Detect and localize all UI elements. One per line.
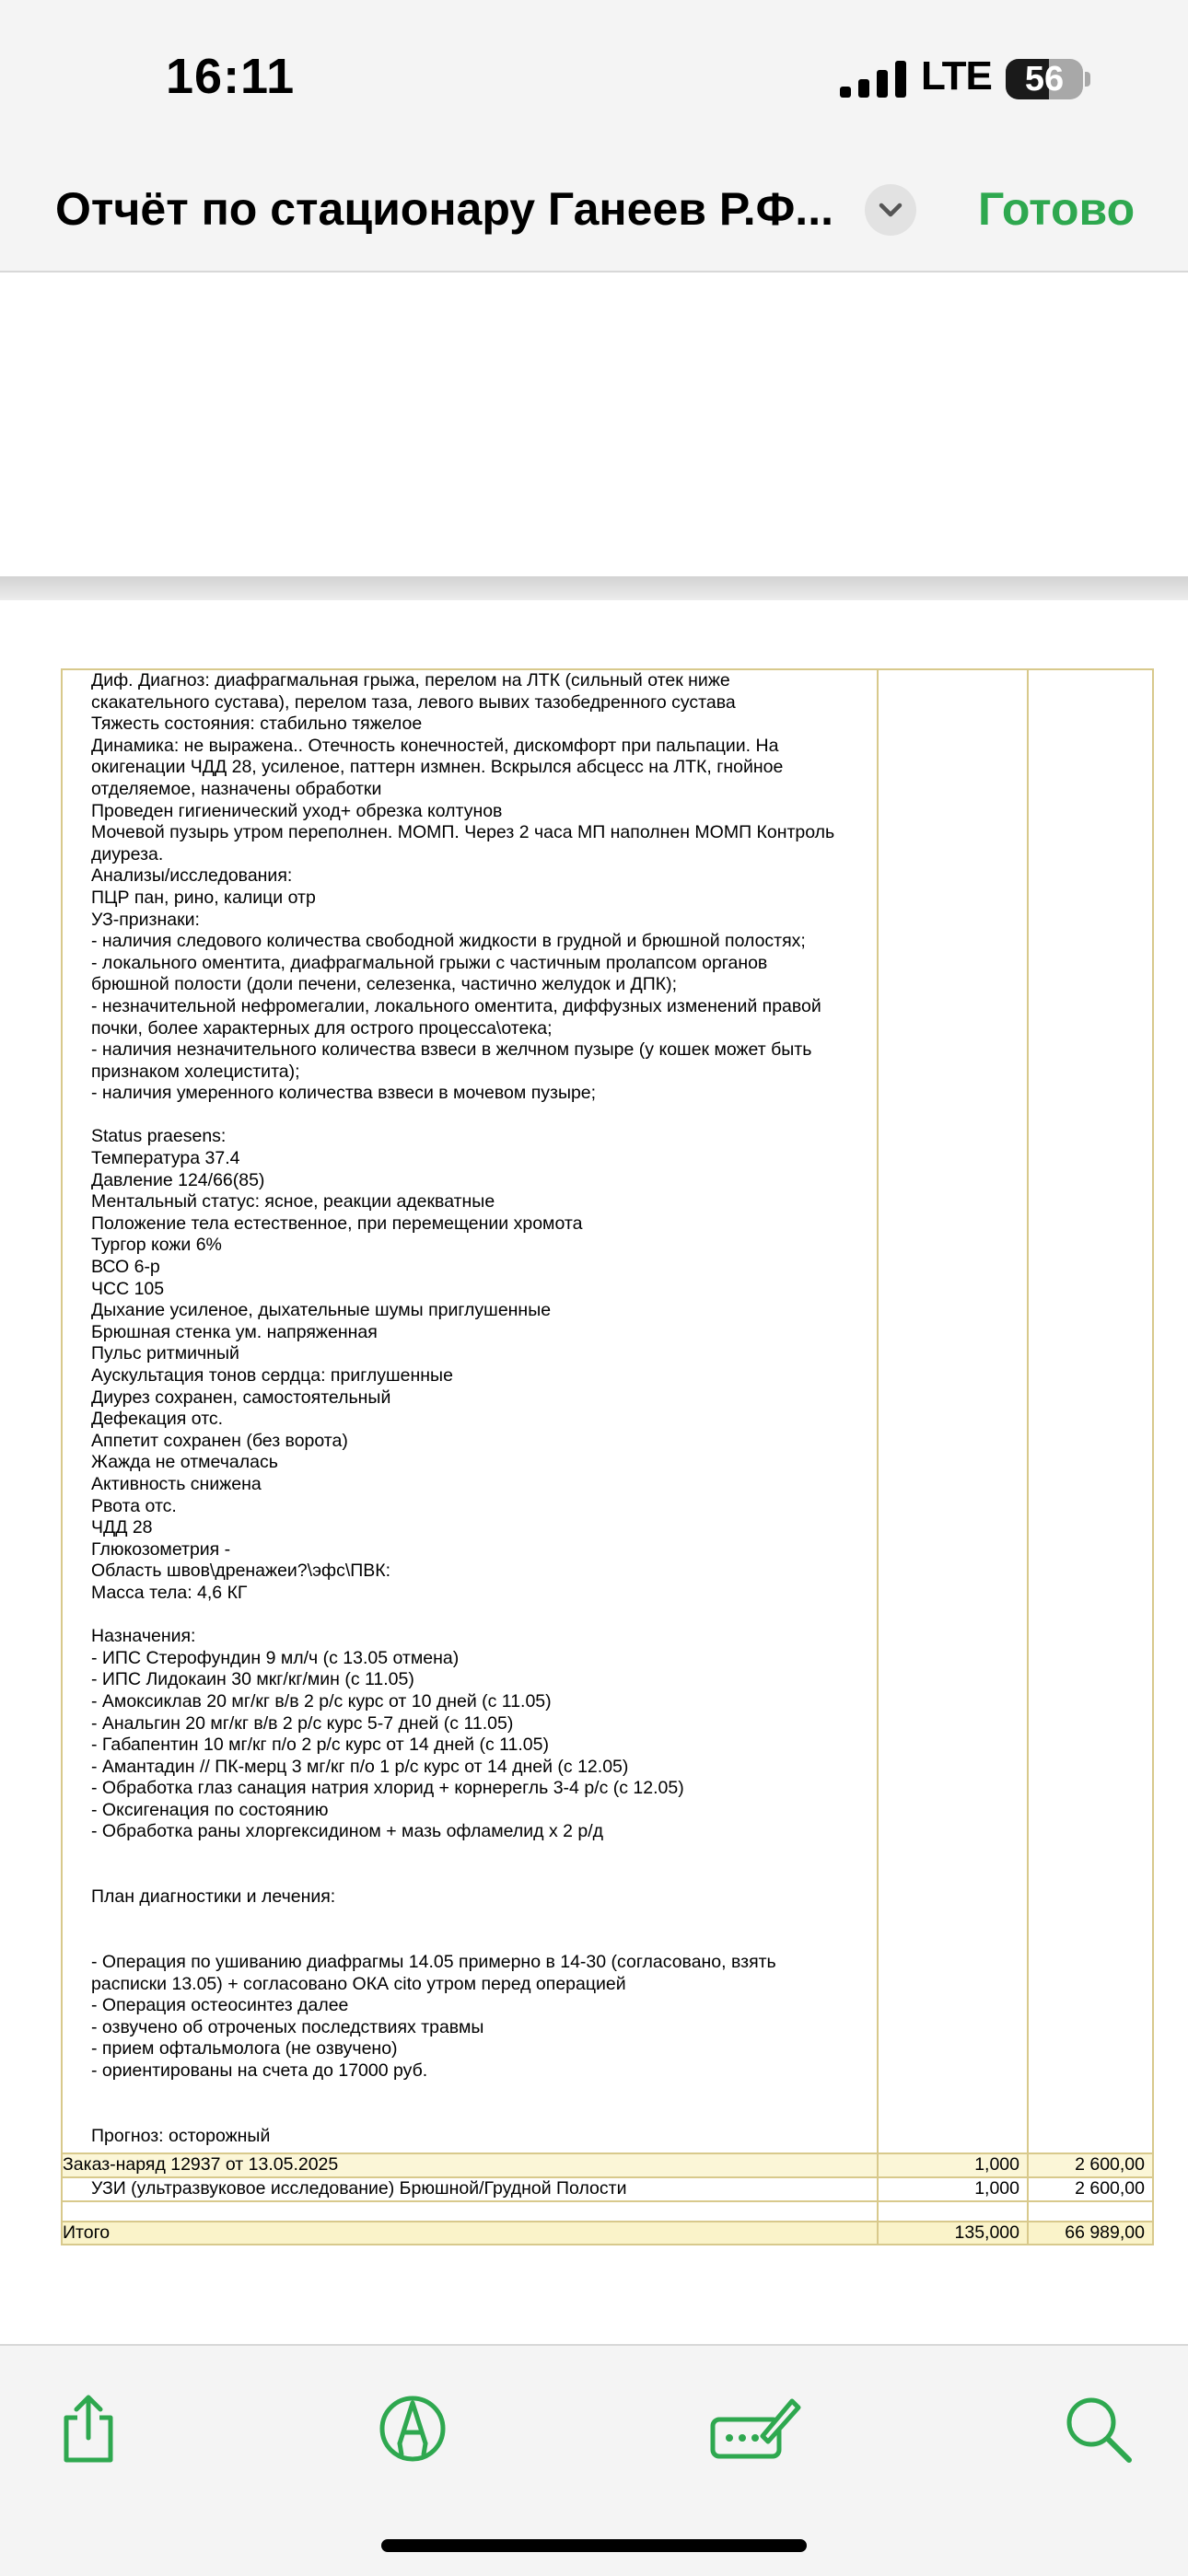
notes-line: почки, более характерных для острого процесса\отека; [91, 1017, 553, 1039]
notes-line: Брюшная стенка ум. напряженная [91, 1321, 378, 1342]
notes-line: - Операция остеосинтез далее [91, 1995, 349, 2016]
battery-tip [1085, 72, 1090, 87]
nav-bar [0, 157, 1188, 273]
report-document [61, 668, 1152, 2245]
service-row [62, 2177, 1153, 2201]
notes-line: - ориентированы на счета до 17000 руб. [91, 2060, 428, 2081]
notes-cell [62, 669, 878, 2153]
notes-line: отделяемое, назначены обработки [91, 778, 382, 799]
notes-line [91, 1843, 873, 1865]
notes-line: Пульс ритмичный [91, 1343, 239, 1364]
notes-line: - озвучено об отроченых последствиях травмы [91, 2016, 484, 2037]
status-time: 16:11 [166, 49, 296, 104]
notes-line [91, 1930, 873, 1952]
notes-line: - прием офтальмолога (не озвучено) [91, 2038, 398, 2060]
notes-line: признаком холецистита); [91, 1061, 300, 1082]
notes-line: Мочевой пузырь утром переполнен. МОМП. Через 2 часа МП наполнен МОМП Контроль [91, 822, 835, 843]
notes-line: ЧДД 28 [91, 1517, 153, 1538]
notes-line: Активность снижена [91, 1473, 262, 1494]
notes-line: - локального оментита, диафрагмальной грыжи с частичным пролапсом органов [91, 952, 768, 973]
notes-line: - Амоксиклав 20 мг/кг в/в 2 р/с курс от 10 дней (с 11.05) [91, 1690, 552, 1712]
cellular-signal-icon [838, 59, 915, 99]
page-separator [0, 576, 1188, 600]
notes-line: ВСО 6-р [91, 1257, 160, 1278]
notes-line: Диурез сохранен, самостоятельный [91, 1387, 391, 1408]
title-menu-button[interactable] [865, 184, 916, 236]
battery-icon [1006, 59, 1083, 99]
notes-qty-cell [878, 669, 1028, 2153]
share-icon[interactable] [52, 2392, 125, 2466]
notes-line: Тяжесть состояния: стабильно тяжелое [91, 714, 423, 735]
service-label: УЗИ (ультразвуковое исследование) Брюшной/Грудной Полости [62, 2177, 878, 2201]
notes-line: Назначения: [91, 1626, 196, 1647]
notes-line: скакательного сустава), перелом таза, левого вывих тазобедренного сустава [91, 691, 736, 713]
network-type: LTE [921, 53, 992, 99]
notes-text [63, 670, 877, 2152]
total-qty: 135,000 [878, 2222, 1028, 2245]
notes-line: Диф. Диагноз: диафрагмальная грыжа, перелом на ЛТК (сильный отек ниже [91, 670, 730, 690]
status-bar [0, 0, 1188, 157]
order-row [62, 2153, 1153, 2177]
notes-line [91, 1105, 873, 1127]
empty-cell [62, 2201, 878, 2222]
notes-line: - Операция по ушиванию диафрагмы 14.05 примерно в 14-30 (согласовано, взять [91, 1952, 776, 1973]
notes-line: окигенации ЧДД 28, усиленое, паттерн измнен. Вскрылся абсцесс на ЛТК, гнойное [91, 757, 784, 778]
notes-line [91, 1909, 873, 1931]
notes-line: ЧСС 105 [91, 1278, 165, 1299]
notes-line: Аускультация тонов сердца: приглушенные [91, 1365, 453, 1386]
total-row [62, 2222, 1153, 2245]
order-label: Заказ-наряд 12937 от 13.05.2025 [62, 2153, 878, 2177]
notes-line: Глюкозометрия - [91, 1538, 231, 1560]
notes-line [91, 1605, 873, 1627]
notes-line: Область швов\дренажеи?\эфс\ПВК: [91, 1561, 391, 1582]
home-indicator[interactable] [381, 2539, 807, 2552]
notes-amount-cell [1028, 669, 1153, 2153]
empty-cell [878, 2201, 1028, 2222]
notes-line: брюшной полости (доли печени, селезенка, частично желудок и ДПК); [91, 974, 678, 995]
notes-line: Дефекация отс. [91, 1409, 224, 1430]
battery-level: 56 [1024, 60, 1065, 99]
order-amount: 2 600,00 [1028, 2153, 1153, 2177]
notes-line: Проведен гигиенический уход+ обрезка колтунов [91, 800, 503, 821]
notes-line: Давление 124/66(85) [91, 1169, 265, 1190]
signature-icon[interactable] [709, 2392, 801, 2466]
markup-icon[interactable] [376, 2392, 449, 2466]
notes-line: - наличия умеренного количества взвеси в мочевом пузыре; [91, 1083, 597, 1104]
notes-line: - Амантадин // ПК-мерц 3 мг/кг п/о 1 р/с курс от 14 дней (с 12.05) [91, 1756, 629, 1777]
service-qty: 1,000 [878, 2177, 1028, 2201]
notes-line: - Оксигенация по состоянию [91, 1799, 329, 1820]
notes-line: расписки 13.05) + согласовано ОКА cito утром перед операцией [91, 1973, 626, 1994]
report-table [61, 668, 1154, 2245]
notes-line: Дыхание усиленое, дыхательные шумы приглушенные [91, 1300, 552, 1321]
notes-line: Ментальный статус: ясное, реакции адекватные [91, 1191, 495, 1213]
notes-line: - Обработка раны хлоргексидином + мазь офламелид х 2 р/д [91, 1821, 604, 1842]
notes-line: - Обработка глаз санация натрия хлорид + корнерегль 3-4 р/с (с 12.05) [91, 1778, 684, 1799]
notes-line: - ИПС Лидокаин 30 мкг/кг/мин (с 11.05) [91, 1669, 414, 1690]
notes-line: ПЦР пан, рино, калици отр [91, 887, 316, 908]
done-button[interactable]: Готово [978, 183, 1136, 235]
notes-line: - незначительной нефромегалии, локального оментита, диффузных изменений правой [91, 995, 821, 1016]
empty-cell [1028, 2201, 1153, 2222]
notes-line [91, 2104, 873, 2126]
notes-line: диуреза. [91, 843, 164, 864]
notes-line: Рвота отс. [91, 1495, 177, 1516]
notes-line: Жажда не отмечалась [91, 1452, 278, 1473]
notes-line: - ИПС Стерофундин 9 мл/ч (с 13.05 отмена) [91, 1647, 460, 1668]
notes-line: Анализы/исследования: [91, 865, 293, 887]
chevron-down-icon [865, 184, 916, 236]
total-label: Итого [62, 2222, 878, 2245]
notes-line [91, 1865, 873, 1887]
notes-line: Аппетит сохранен (без ворота) [91, 1430, 348, 1451]
notes-line: Тургор кожи 6% [91, 1235, 222, 1256]
notes-line: Положение тела естественное, при перемещении хромота [91, 1213, 583, 1234]
notes-line: Температура 37.4 [91, 1148, 240, 1169]
document-title[interactable]: Отчёт по стационару Ганеев Р.Ф... [55, 183, 833, 235]
notes-line [91, 2083, 873, 2105]
notes-line: - Анальгин 20 мг/кг в/в 2 р/с курс 5-7 дней (с 11.05) [91, 1712, 514, 1734]
notes-line: - наличия следового количества свободной жидкости в грудной и брюшной полостях; [91, 931, 806, 952]
notes-line: УЗ-признаки: [91, 909, 200, 930]
service-amount: 2 600,00 [1028, 2177, 1153, 2201]
search-icon[interactable] [1061, 2392, 1135, 2466]
notes-line: План диагностики и лечения: [91, 1886, 336, 1908]
notes-line: - наличия незначительного количества взвеси в желчном пузыре (у кошек может быть [91, 1039, 812, 1061]
total-amount: 66 989,00 [1028, 2222, 1153, 2245]
notes-row [62, 669, 1153, 2153]
notes-line: - Габапентин 10 мг/кг п/о 2 р/с курс от 14 дней (с 11.05) [91, 1735, 549, 1756]
notes-line: Status praesens: [91, 1126, 227, 1147]
notes-line: Динамика: не выражена.. Отечность конечностей, дискомфорт при пальпации. На [91, 735, 779, 756]
notes-line: Прогноз: осторожный [91, 2125, 271, 2146]
empty-row [62, 2201, 1153, 2222]
order-qty: 1,000 [878, 2153, 1028, 2177]
notes-line: Масса тела: 4,6 КГ [91, 1582, 248, 1603]
